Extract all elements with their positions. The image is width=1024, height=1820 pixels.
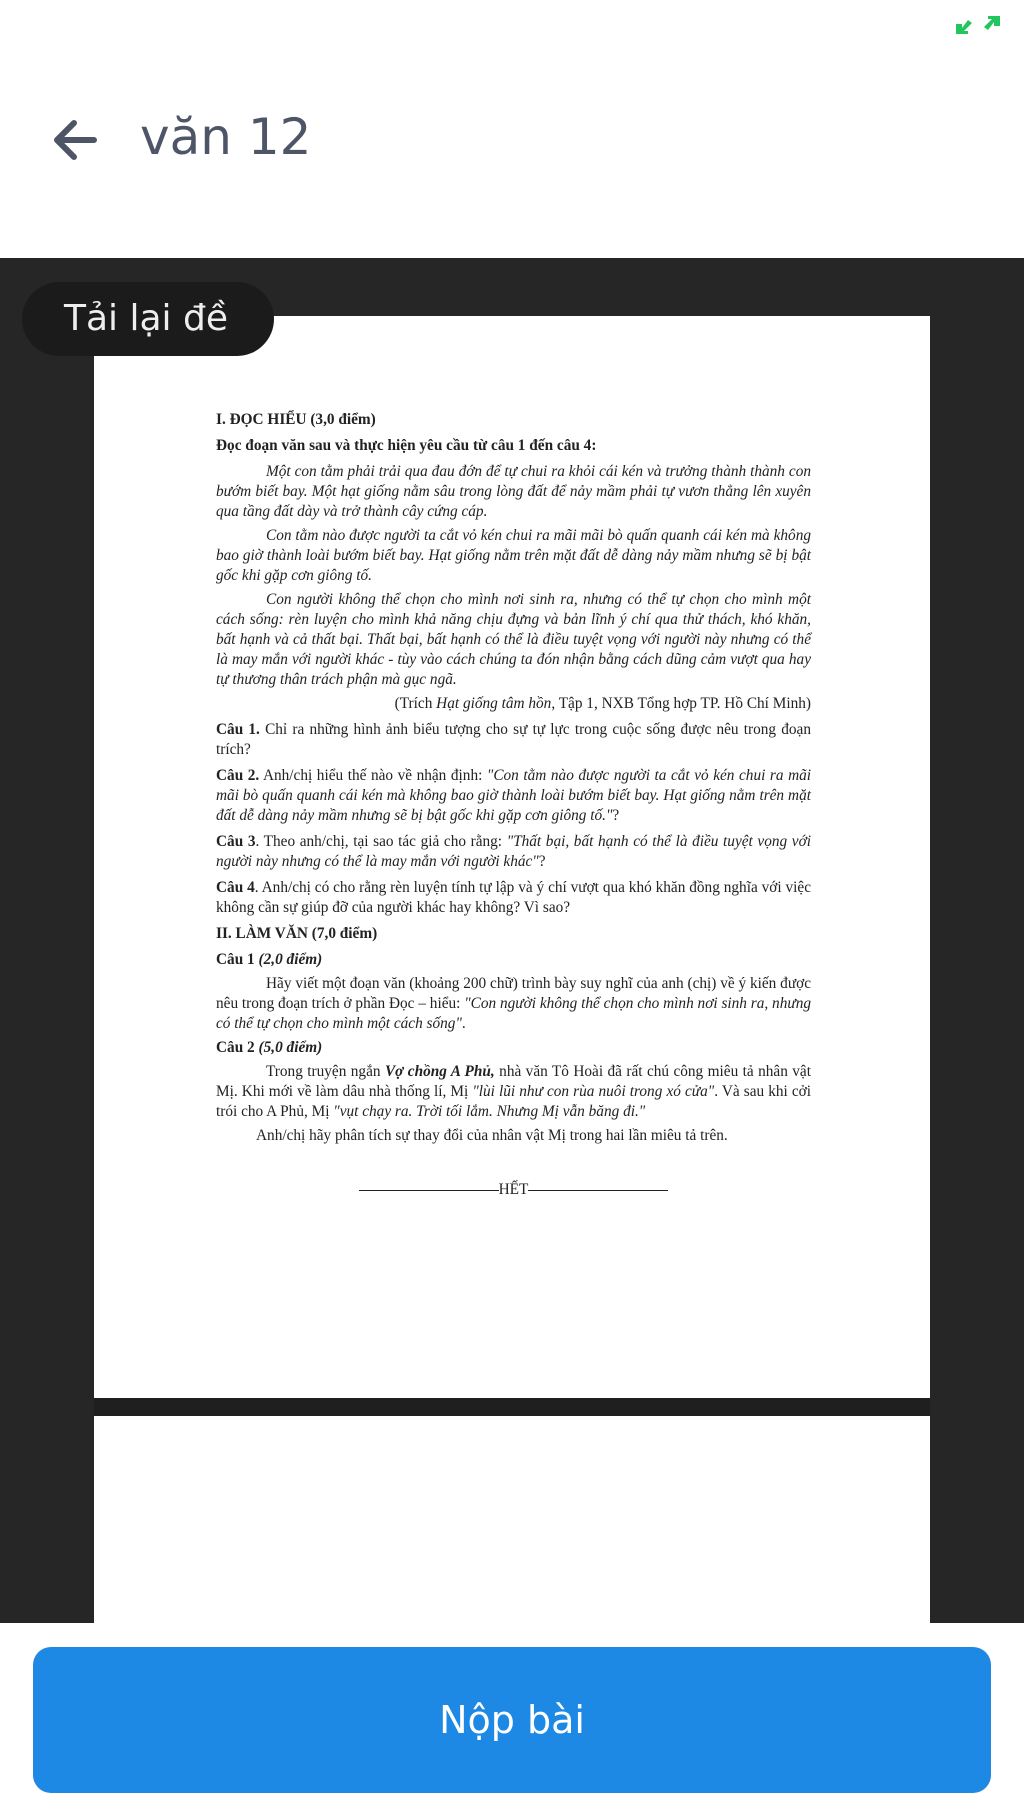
question-3: Câu 3. Theo anh/chị, tại sao tác giả cho rằng: "Thất bại, bất hạnh có thể là điều tuyệt vọng với người này nhưng có thể là may mắn với người khác"? — [216, 833, 811, 870]
writing-question-1-title: Câu 1 (2,0 điểm) — [216, 951, 323, 968]
question-2: Câu 2. Anh/chị hiểu thế nào về nhận định: "Con tằm nào được người ta cắt vỏ kén chui ra mãi mãi bò quấn quanh cái kén mà không bao giờ thành loài bướm biết bay. Hạt giống nằm trên mặt đất dễ dàng nảy mầm nhưng sẽ bị bật gốc khi gặp cơn giông tố."? — [216, 767, 812, 824]
exam-text — [216, 410, 811, 1204]
writing-task: Anh/chị hãy phân tích sự thay đổi của nhân vật Mị trong hai lần miêu tả trên. — [256, 1127, 728, 1144]
writing-question-2-title: Câu 2 (5,0 điểm) — [216, 1039, 323, 1056]
instruction: Đọc đoạn văn sau và thực hiện yêu cầu từ câu 1 đến câu 4: — [216, 437, 597, 454]
passage-paragraph: Con tằm nào được người ta cắt vỏ kén chui ra mãi mãi bò quấn quanh cái kén mà không bao giờ thành loài bướm biết bay. Hạt giống nằm trên mặt đất dễ dàng nảy mầm nhưng sẽ bị bật gốc khi gặp cơn giông tố. — [216, 527, 811, 584]
page-separator — [94, 1398, 930, 1416]
page-title: văn 12 — [140, 108, 312, 166]
source-citation: (Trích Hạt giống tâm hồn, Tập 1, NXB Tổng hợp TP. Hồ Chí Minh) — [394, 695, 811, 712]
top-bar — [0, 0, 1024, 258]
question-4: Câu 4. Anh/chị có cho rằng rèn luyện tính tự lập và ý chí vượt qua khó khăn đồng nghĩa với việc không cần sự giúp đỡ của người khác hay không? Vì sao? — [216, 879, 811, 916]
question-1: Câu 1. Chỉ ra những hình ảnh biểu tượng cho sự tự lực trong cuộc sống được nêu trong đoạn trích? — [216, 721, 811, 758]
document-viewer[interactable] — [0, 258, 1024, 1623]
bottom-bar — [0, 1623, 1024, 1820]
writing-question-2: Trong truyện ngắn Vợ chồng A Phủ, nhà văn Tô Hoài đã rất chú công miêu tả nhân vật Mị. Khi mới về làm dâu nhà thống lí, Mị "lùi lũi như con rùa nuôi trong xó cửa". Và sau khi cởi trói cho A Phủ, Mị "vụt chạy ra. Trời tối lắm. Nhưng Mị vẫn băng đi." — [216, 1063, 812, 1120]
expand-icon[interactable] — [954, 14, 1002, 36]
end-mark: HẾT — [216, 1180, 811, 1200]
reload-exam-button[interactable]: Tải lại đề — [22, 282, 274, 356]
document-page-2 — [94, 1416, 930, 1623]
writing-question-1: Hãy viết một đoạn văn (khoảng 200 chữ) trình bày suy nghĩ của anh (chị) về ý kiến được nêu trong đoạn trích ở phần Đọc – hiểu: "Con người không thể chọn cho mình nơi sinh ra, nhưng có thể tự chọn cho mình một cách sống". — [216, 975, 811, 1032]
section1-heading: I. ĐỌC HIỂU (3,0 điểm) — [216, 411, 376, 428]
back-arrow-icon[interactable] — [48, 112, 104, 168]
passage-paragraph: Một con tằm phải trải qua đau đớn để tự chui ra khỏi cái kén và trưởng thành thành con bướm biết bay. Một hạt giống nằm sâu trong lòng đất để nảy mầm phải tự vươn thẳng lên xuyên qua tầng đất dày và trở thành cây cứng cáp. — [216, 463, 811, 520]
submit-button[interactable]: Nộp bài — [33, 1647, 991, 1793]
passage-paragraph: Con người không thể chọn cho mình nơi sinh ra, nhưng có thể tự chọn cho mình một cách sống: rèn luyện cho mình khả năng chịu đựng và bản lĩnh ý chí qua thử thách, khó khăn, bất hạnh và cả thất bại. Thất bại, bất hạnh có thể là điều tuyệt vọng với người này nhưng có thể là may mắn với người khác - tùy vào cách chúng ta đón nhận bằng cách dũng cảm vượt qua hay tự thương thân trách phận mà gục ngã. — [216, 591, 811, 688]
section2-heading: II. LÀM VĂN (7,0 điểm) — [216, 925, 378, 942]
